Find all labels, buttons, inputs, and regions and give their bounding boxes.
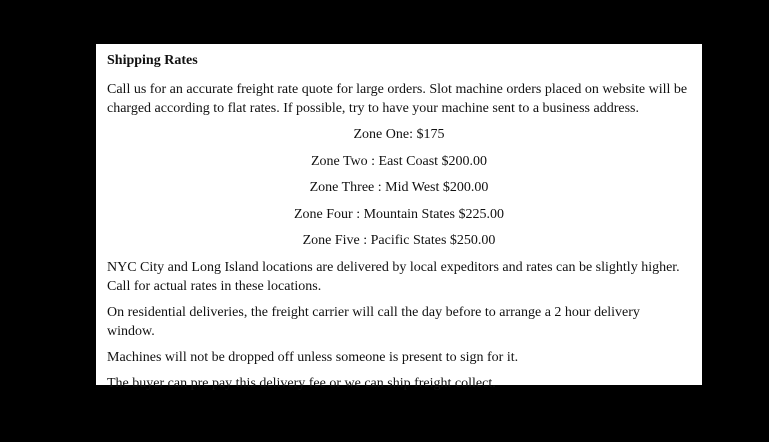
section-title: Shipping Rates: [107, 53, 198, 68]
zone-two-rate: Zone Two : East Coast $200.00: [310, 153, 488, 169]
nyc-note-paragraph: NYC City and Long Island locations are delivered by local expeditors and rates can be slightly higher. Call for actual rates in these locations.: [107, 259, 680, 294]
intro-paragraph: Call us for an accurate freight rate quote for large orders. Slot machine orders placed on website will be charged according to flat rates. If possible, try to have your machine sent to a business address.: [107, 82, 688, 116]
shipping-rates-panel: [96, 44, 702, 391]
payment-note-paragraph: The buyer can pre pay this delivery fee or we can ship freight collect.: [107, 375, 496, 391]
zone-three-rate: Zone Three : Mid West $200.00: [309, 180, 489, 195]
zone-one-rate: Zone One: $175: [353, 127, 445, 142]
zone-four-rate: Zone Four : Mountain States $225.00: [294, 206, 504, 222]
signature-note-paragraph: Machines will not be dropped off unless someone is present to sign for it.: [107, 349, 519, 365]
residential-note-paragraph: On residential deliveries, the freight carrier will call the day before to arrange a 2 hour delivery window.: [107, 304, 640, 339]
zone-five-rate: Zone Five : Pacific States $250.00: [302, 233, 496, 248]
zone-list: [107, 125, 691, 250]
